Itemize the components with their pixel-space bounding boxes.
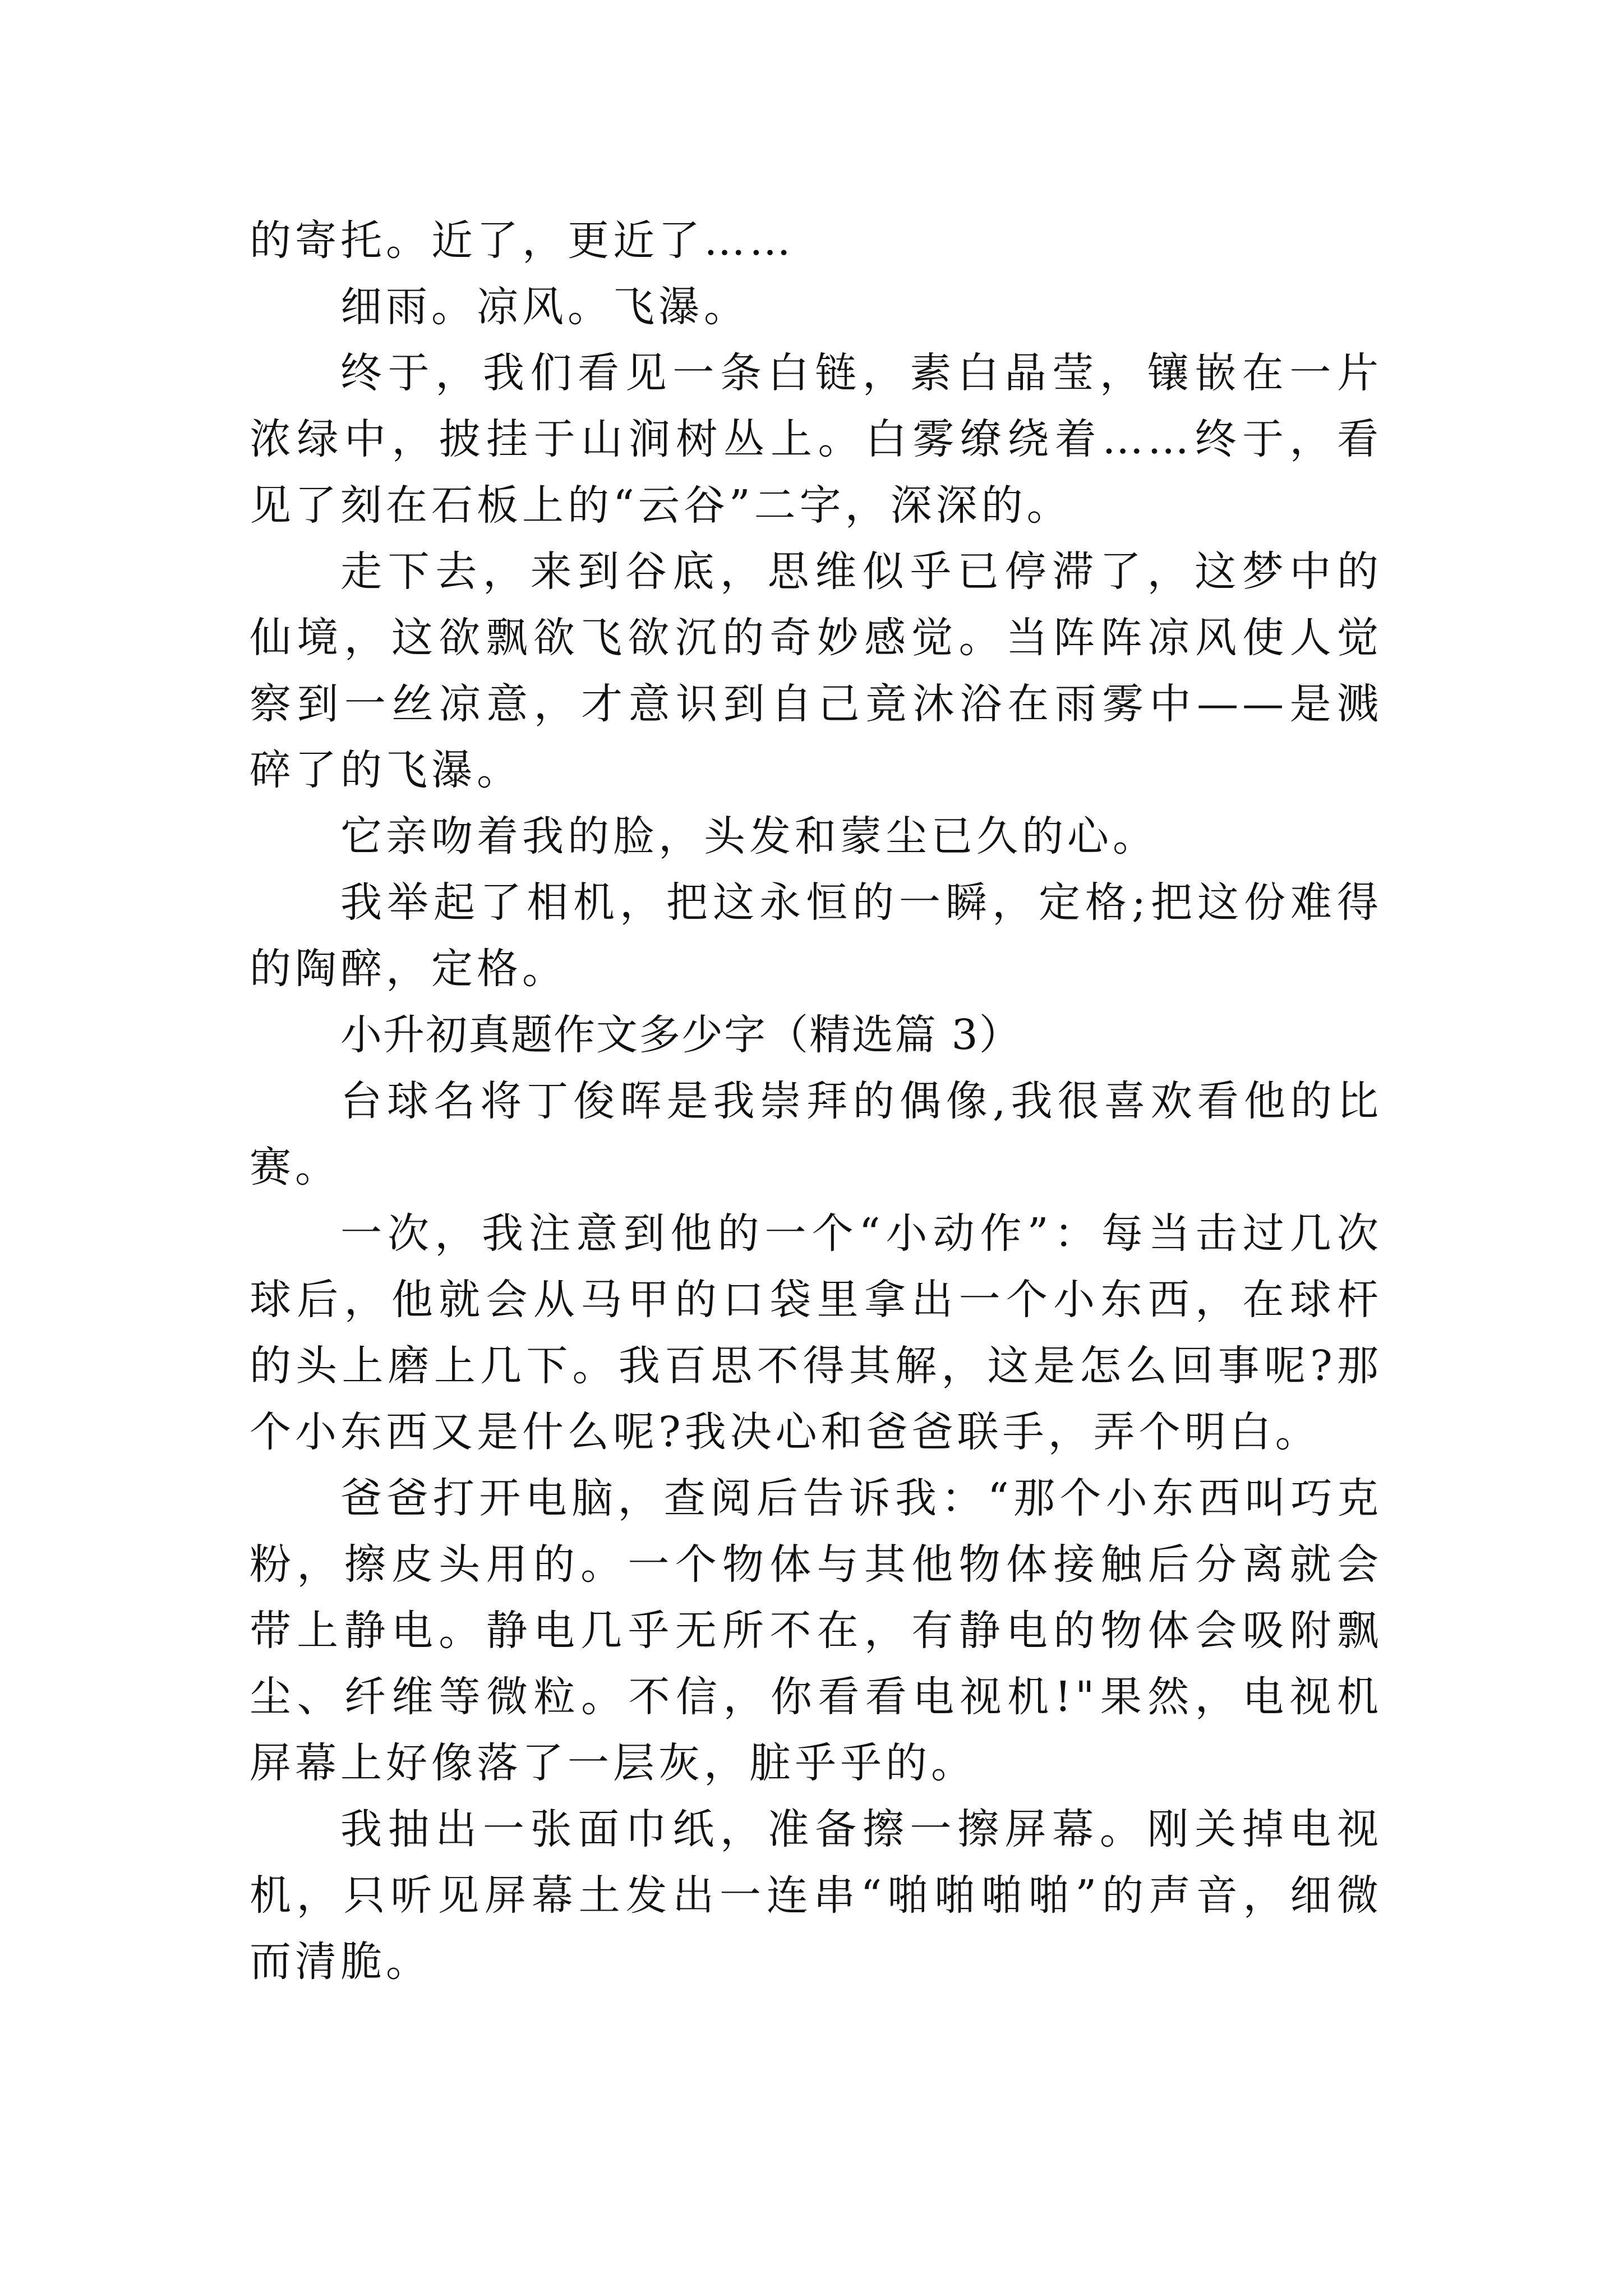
paragraph-3: 终于，我们看见一条白链，素白晶莹，镶嵌在一片浓绿中，披挂于山涧树丛上。白雾缭绕着……终于，看见了刻在石板上的“云谷”二字，深深的。 [250,349,1382,530]
paragraph-2: 细雨。凉风。飞瀑。 [340,283,749,331]
paragraph-6: 我举起了相机，把这永恒的一瞬，定格;把这份难得的陶醉，定格。 [250,878,1382,993]
paragraph-4: 走下去，来到谷底，思维似乎已停滞了，这梦中的仙境，这欲飘欲飞欲沉的奇妙感觉。当阵阵凉风使人觉察到一丝凉意，才意识到自己竟沐浴在雨雾中——是溅碎了的飞瀑。 [250,547,1382,794]
paragraph-11: 我抽出一张面巾纸，准备擦一擦屏幕。刚关掉电视机，只听见屏幕土发出一连串“啪啪啪啪”的声音，细微而清脆。 [250,1805,1382,1986]
paragraph-9: 一次，我注意到他的一个“小动作”：每当击过几次球后，他就会从马甲的口袋里拿出一个小东西，在球杆的头上磨上几下。我百思不得其解，这是怎么回事呢?那个小东西又是什么呢?我决心和爸爸联手，弄个明白。 [250,1209,1382,1456]
paragraph-10: 爸爸打开电脑，查阅后告诉我：“那个小东西叫巧克粉，擦皮头用的。一个物体与其他物体接触后分离就会带上静电。静电几乎无所不在，有静电的物体会吸附飘尘、纤维等微粒。不信，你看看电视机!"果然，电视机屏幕上好像落了一层灰，脏乎乎的。 [250,1474,1382,1787]
paragraph-1: 的寄托。近了，更近了…… [250,217,795,265]
document-body [250,208,1382,1995]
section-heading: 小升初真题作文多少字（精选篇 3） [340,1011,1022,1059]
paragraph-8: 台球名将丁俊晖是我崇拜的偶像,我很喜欢看他的比赛。 [250,1077,1382,1191]
paragraph-5: 它亲吻着我的脸，头发和蒙尘已久的心。 [340,812,1158,861]
